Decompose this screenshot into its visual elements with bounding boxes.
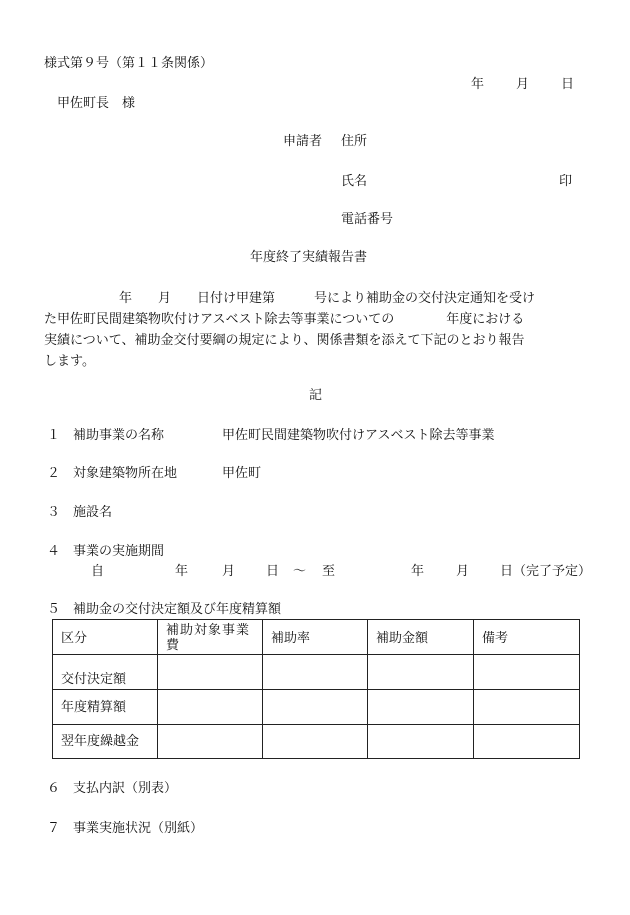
- table-cell: [263, 725, 368, 759]
- ki-heading: 記: [309, 388, 323, 403]
- header-subsidy-amount: 補助金額: [368, 620, 474, 655]
- header-category: 区分: [53, 620, 158, 655]
- table-cell: [263, 690, 368, 725]
- header-subsidy-rate: 補助率: [263, 620, 368, 655]
- addressee: 甲佐町長 様: [57, 96, 136, 111]
- table-cell: [474, 690, 580, 725]
- period-to-month: 月: [456, 564, 470, 579]
- item-2-value: 甲佐町: [222, 466, 262, 481]
- row-label-carryover: 翌年度繰越金: [53, 725, 158, 759]
- table-cell: [474, 655, 580, 690]
- table-header-row: [53, 620, 580, 655]
- item-7-label: ７ 事業実施状況（別紙）: [47, 821, 204, 836]
- body-line-3: 実績について、補助金交付要綱の規定により、関係書類を添えて下記のとおり報告: [44, 333, 525, 348]
- table-cell: [158, 690, 263, 725]
- table-row: [53, 690, 580, 725]
- item-5-label: ５ 補助金の交付決定額及び年度精算額: [47, 602, 282, 617]
- header-remarks: 備考: [474, 620, 580, 655]
- table-cell: [263, 655, 368, 690]
- item-1-label: １ 補助事業の名称: [47, 428, 165, 443]
- body-line-2: た甲佐町民間建築物吹付けアスベスト除去等事業についての 年度における: [44, 312, 525, 327]
- date-day-label: 日: [561, 77, 575, 92]
- period-to-year: 年: [411, 564, 425, 579]
- date-month-label: 月: [516, 77, 530, 92]
- row-label-decision: 交付決定額: [53, 655, 158, 690]
- row-label-settlement: 年度精算額: [53, 690, 158, 725]
- body-line-4: します。: [44, 354, 95, 369]
- table-cell: [474, 725, 580, 759]
- table-cell: [158, 655, 263, 690]
- table-row: [53, 725, 580, 759]
- form-number: 様式第９号（第１１条関係）: [44, 56, 214, 71]
- seal-label: 印: [559, 174, 573, 189]
- period-tilde: 〜: [293, 564, 307, 579]
- applicant-label: 申請者: [283, 134, 323, 149]
- address-label: 住所: [341, 134, 368, 149]
- table-cell: [368, 690, 474, 725]
- header-eligible-cost: 補助対象事業費: [158, 620, 263, 655]
- item-6-label: ６ 支払内訳（別表）: [47, 781, 178, 796]
- period-from-month: 月: [222, 564, 236, 579]
- table-cell: [368, 725, 474, 759]
- name-label: 氏名: [341, 174, 368, 189]
- period-to: 至: [322, 564, 336, 579]
- period-to-day: 日（完了予定）: [500, 564, 592, 579]
- table-cell: [368, 655, 474, 690]
- table-cell: [158, 725, 263, 759]
- phone-label: 電話番号: [341, 212, 394, 227]
- item-1-value: 甲佐町民間建築物吹付けアスベスト除去等事業: [222, 428, 495, 443]
- date-year-label: 年: [471, 77, 485, 92]
- table-row: [53, 655, 580, 690]
- item-3-label: ３ 施設名: [47, 505, 113, 520]
- item-2-label: ２ 対象建築物所在地: [47, 466, 178, 481]
- period-from-year: 年: [175, 564, 189, 579]
- item-4-label: ４ 事業の実施期間: [47, 544, 165, 559]
- body-line-1: 年 月 日付け甲建第 号により補助金の交付決定通知を受け: [119, 291, 536, 306]
- period-from: 自: [91, 564, 105, 579]
- grant-amount-table: [52, 619, 580, 759]
- document-title: 年度終了実績報告書: [250, 250, 368, 265]
- period-from-day: 日: [266, 564, 280, 579]
